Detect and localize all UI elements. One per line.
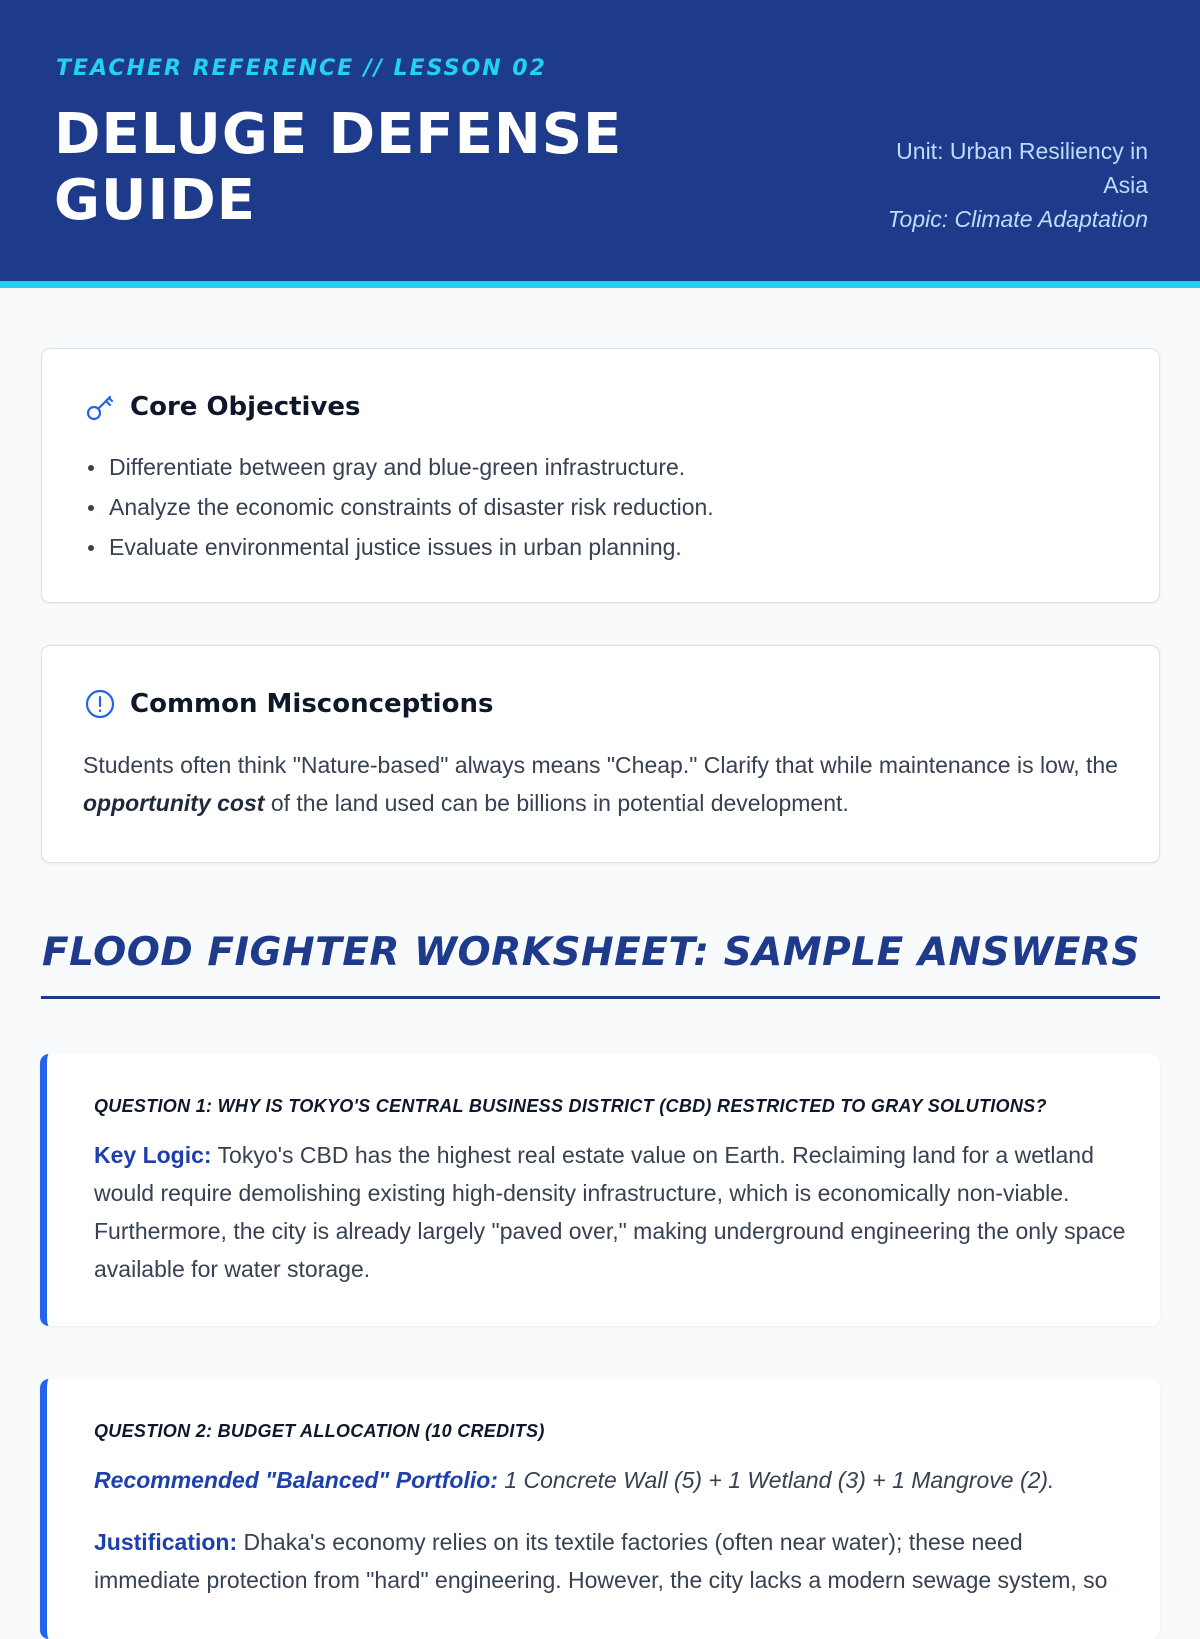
objectives-list (109, 447, 714, 567)
opportunity-cost-emphasis: opportunity cost (83, 790, 265, 816)
portfolio-text: 1 Concrete Wall (5) + 1 Wetland (3) + 1 Mangrove (2). (497, 1467, 1055, 1493)
objective-item: Analyze the economic constraints of disaster risk reduction. (109, 487, 714, 527)
page-title: DELUGE DEFENSE GUIDE (54, 102, 623, 233)
key-icon (84, 391, 116, 423)
question-card-1 (40, 1054, 1160, 1326)
objectives-heading (84, 391, 361, 423)
question-2-label: QUESTION 2: BUDGET ALLOCATION (10 CREDITS) (94, 1421, 545, 1441)
justification-label: Justification: (94, 1529, 238, 1555)
misconceptions-title: Common Misconceptions (130, 689, 494, 719)
justification-text: Dhaka's economy relies on its textile factories (often near water); these need immediate protection from "hard" engineering. However, the city lacks a modern sewage system, so (94, 1529, 1108, 1593)
portfolio-label: Recommended "Balanced" Portfolio: (94, 1467, 498, 1493)
lesson-kicker: TEACHER REFERENCE // LESSON 02 (56, 56, 547, 81)
section-divider (41, 996, 1160, 999)
objective-item: Differentiate between gray and blue-green infrastructure. (109, 447, 714, 487)
question-1-answer (94, 1136, 1134, 1288)
unit-label: Unit: Urban Resiliency in Asia (896, 138, 1148, 198)
objectives-card (41, 348, 1160, 603)
objectives-title: Core Objectives (130, 392, 361, 422)
misconceptions-heading (84, 688, 493, 720)
objective-item: Evaluate environmental justice issues in urban planning. (109, 527, 714, 567)
alert-circle-icon (84, 688, 116, 720)
justification-answer (94, 1523, 1134, 1599)
question-card-2 (40, 1379, 1160, 1639)
misconceptions-text (83, 746, 1123, 822)
misconceptions-card (41, 645, 1160, 863)
portfolio-answer (94, 1461, 1134, 1499)
page-header (0, 0, 1200, 288)
misconception-text-part: of the land used can be billions in potential development. (264, 790, 849, 816)
worksheet-title: FLOOD FIGHTER WORKSHEET: SAMPLE ANSWERS (42, 930, 1141, 975)
misconception-text-part: Students often think "Nature-based" always means "Cheap." Clarify that while maintenance is low, the (83, 752, 1118, 778)
header-meta (848, 134, 1148, 236)
key-logic-text: Tokyo's CBD has the highest real estate value on Earth. Reclaiming land for a wetland would require demolishing existing high-density infrastructure, which is economically non-viable. Furthermore, the city is already largely "paved over," making underground engineering the only space available for water storage. (94, 1142, 1126, 1282)
topic-label: Topic: Climate Adaptation (887, 206, 1148, 232)
question-1-label: QUESTION 1: WHY IS TOKYO'S CENTRAL BUSINESS DISTRICT (CBD) RESTRICTED TO GRAY SOLUTIONS? (94, 1096, 1047, 1116)
key-logic-label: Key Logic: (94, 1142, 212, 1168)
